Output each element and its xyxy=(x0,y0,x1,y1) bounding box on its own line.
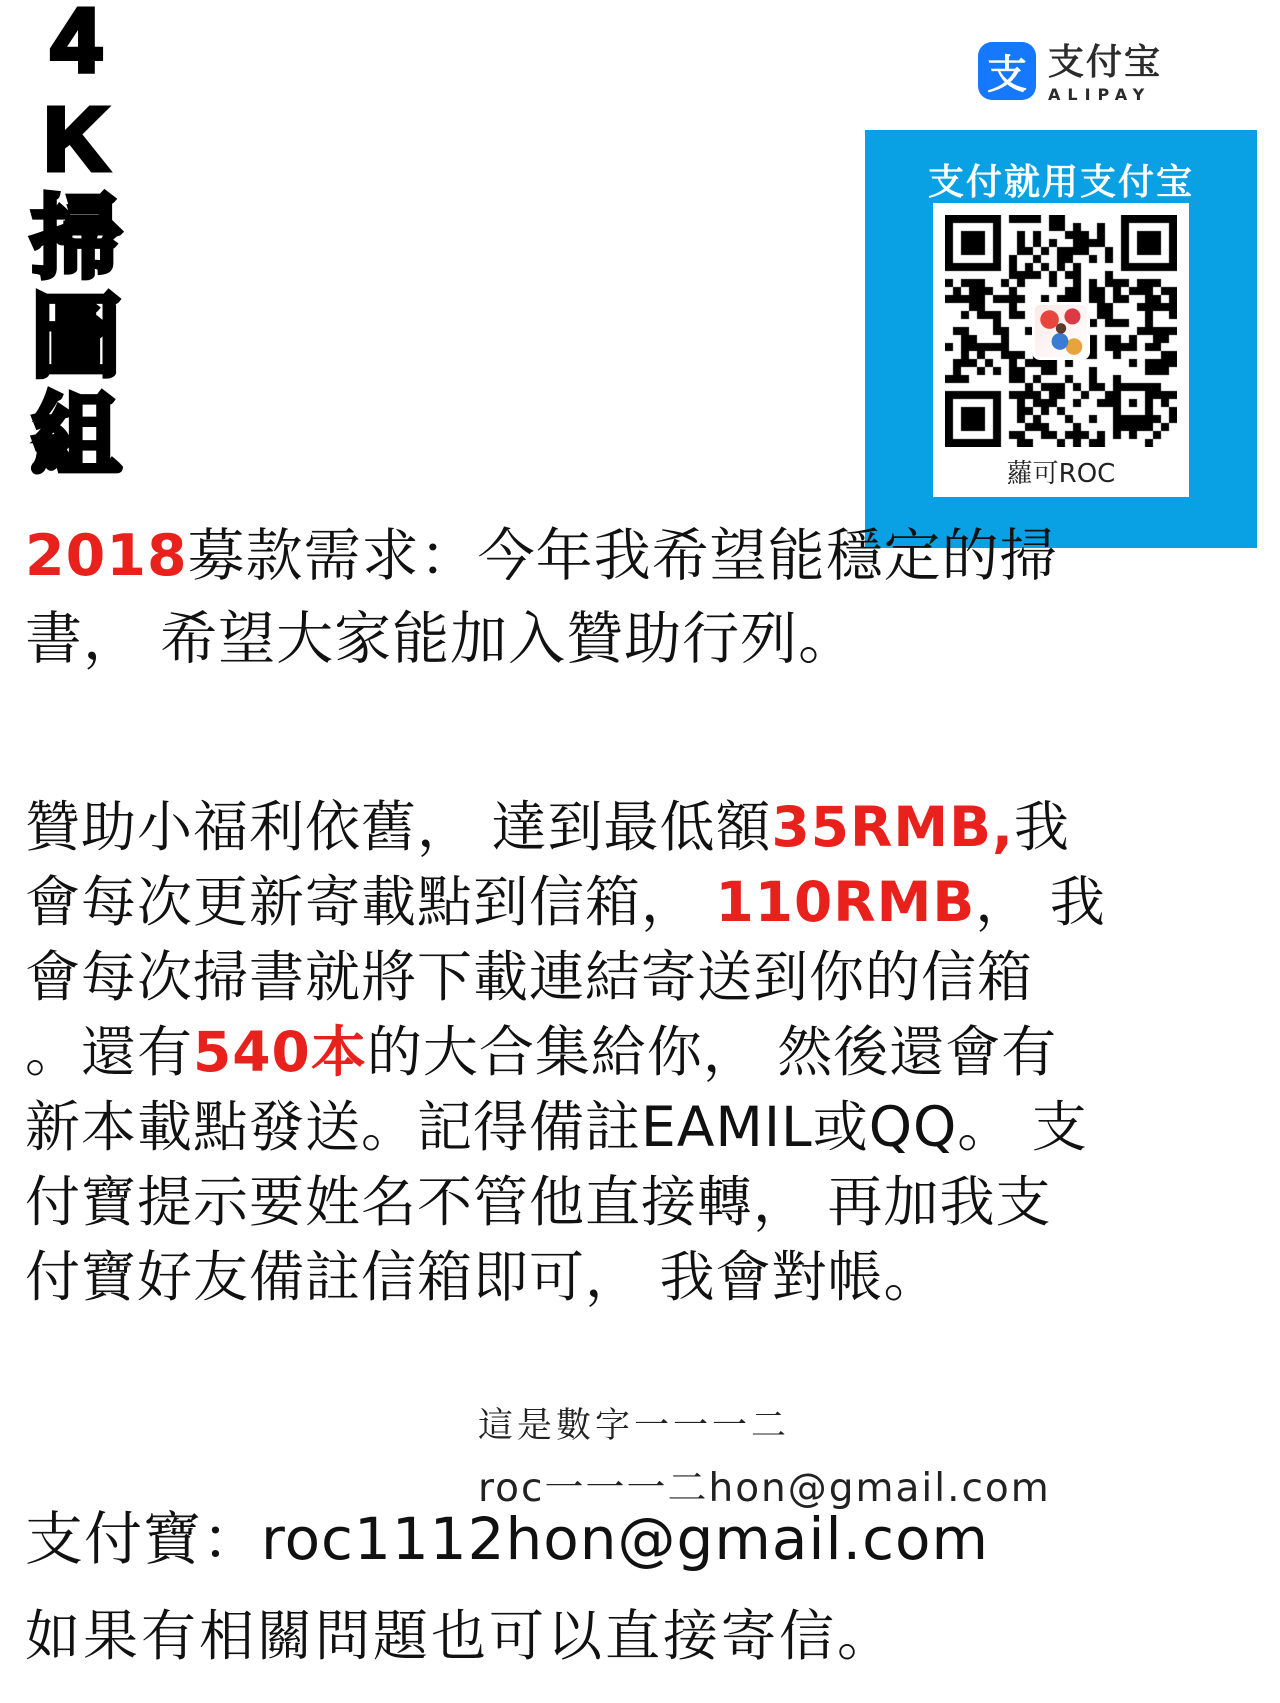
text-line xyxy=(25,790,1106,865)
scan-group-title-char: 圖 xyxy=(31,288,121,388)
plain-text: 新本載點發送。記得備註EAMIL或QQ。 支 xyxy=(25,1095,1088,1159)
intro-paragraph xyxy=(25,515,1058,681)
qr-panel xyxy=(933,203,1189,497)
scan-group-title-char: 組 xyxy=(31,387,121,487)
digits-note-text: 這是數字一一一二 xyxy=(478,1406,791,1446)
text-line xyxy=(25,515,1058,598)
highlight-text: 2018 xyxy=(25,523,188,589)
text-line xyxy=(25,1090,1106,1165)
plain-text: 募款需求：今年我希望能穩定的掃 xyxy=(187,523,1058,589)
qr-center-avatar xyxy=(1032,302,1090,360)
digits-note-email: roc一一一二hon@gmail.com xyxy=(478,1466,1051,1511)
alipay-brand-subtext: ALIPAY xyxy=(1048,85,1152,104)
highlight-text: 35RMB, xyxy=(771,795,1014,859)
plain-text: 會每次更新寄載點到信箱， xyxy=(25,870,716,934)
scan-group-title-char: 4 xyxy=(50,0,102,91)
plain-text: 我 xyxy=(1013,795,1070,859)
alipay-icon: 支 xyxy=(978,42,1036,100)
text-line xyxy=(25,1015,1106,1090)
qr-card-title: 支付就用支付宝 xyxy=(927,162,1194,203)
plain-text: 付寶提示要姓名不管他直接轉， 再加我支 xyxy=(25,1170,1052,1234)
alipay-qr-card xyxy=(865,130,1257,548)
alipay-brand-text: 支付宝 xyxy=(1048,42,1163,83)
highlight-text: 540本 xyxy=(193,1020,367,1084)
qr-account-label: 蘿可ROC xyxy=(1006,459,1116,489)
plain-text: ， 我 xyxy=(975,870,1106,934)
plain-text: 會每次掃書就將下載連結寄送到你的信箱 xyxy=(25,945,1034,1009)
scan-group-title-char: K xyxy=(43,90,109,190)
plain-text: 的大合集給你， 然後還會有 xyxy=(366,1020,1058,1084)
scan-group-title-char: 掃 xyxy=(31,189,121,289)
alipay-email-line: 支付寶：roc1112hon@gmail.com xyxy=(25,1505,989,1573)
contact-hint-line: 如果有相關問題也可以直接寄信。 xyxy=(25,1604,896,1668)
body-paragraph xyxy=(25,790,1106,1315)
plain-text: 付寶好友備註信箱即可， 我會對帳。 xyxy=(25,1245,940,1309)
text-line xyxy=(25,1240,1106,1315)
text-line xyxy=(25,865,1106,940)
text-line xyxy=(25,1165,1106,1240)
contact-footer xyxy=(25,1492,989,1671)
alipay-wordmark xyxy=(1048,42,1162,104)
plain-text: 。還有 xyxy=(25,1020,194,1084)
plain-text: 贊助小福利依舊， 達到最低額 xyxy=(25,795,772,859)
text-line xyxy=(25,940,1106,1015)
alipay-logo xyxy=(978,42,1162,104)
plain-text: 書， 希望大家能加入贊助行列。 xyxy=(25,606,857,672)
scan-group-title xyxy=(20,0,132,487)
text-line xyxy=(25,598,1058,681)
highlight-text: 110RMB xyxy=(715,870,976,934)
